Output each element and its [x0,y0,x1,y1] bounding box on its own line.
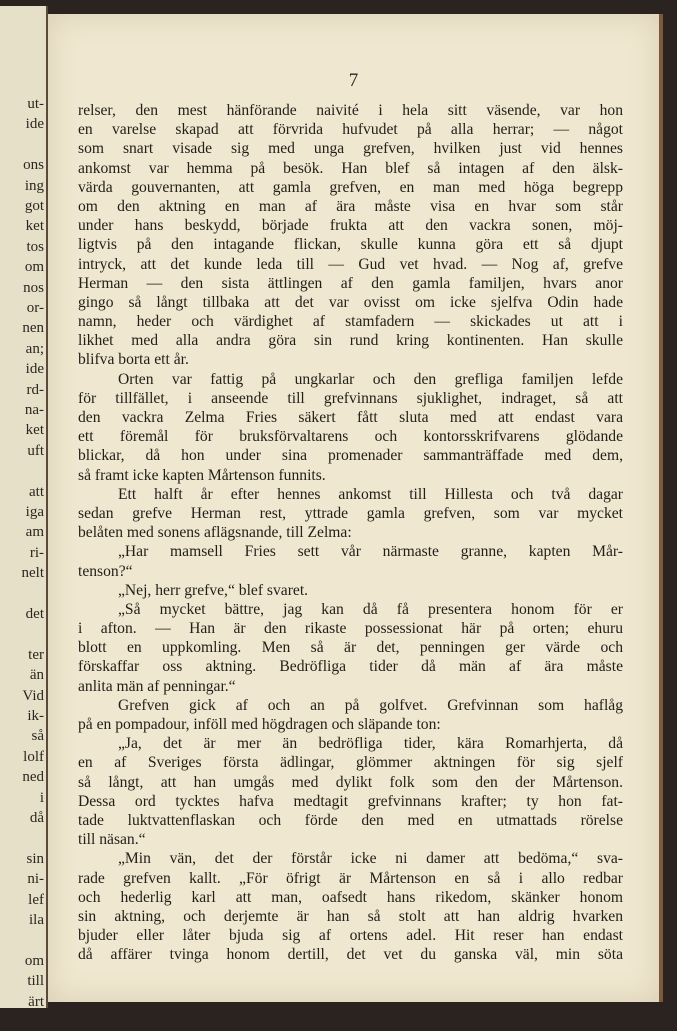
text-line: rade grefven kallt. „För öfrigt är Mårtenson en så i allo redbar [78,869,623,887]
left-page-fragment: så [31,728,44,745]
text-line: förskaffar oss aktning. Bedröfliga tider då män af ära måste [78,658,623,676]
book-page [48,14,663,1002]
left-page-fragment: om [24,259,44,276]
text-line: ligtvis på den intagande flickan, skulle kunna göra ett så djupt [78,236,623,254]
text-line: för tillfället, i anseende till grefvinnans sjuklighet, indraget, så att [78,389,623,407]
text-line: Herman — den sista ättlingen af den gamla familjen, hvars anor [78,274,623,292]
text-line: blifva borta ett år. [78,351,189,369]
text-line: bjuder eller låter bjuda sig af ortens adel. Hit reser han endast [78,927,623,945]
text-line: under hans beskydd, började frukta att den vackra sonen, möj- [78,217,623,235]
text-line: likhet med alla andra göra sin rund kring kontinenten. Han skulle [78,332,623,350]
text-line: så framt icke kapten Mårtenson funnits. [78,466,326,484]
left-page-fragment: na- [24,402,44,418]
left-page-fragment: ik- [27,708,44,724]
left-facing-page-edge [0,6,48,1030]
left-page-fragment: lef [28,891,44,908]
left-page-fragment: än [29,667,44,684]
text-line: belåten med sonens aflägsnande, till Zelma: [78,524,352,542]
left-page-fragment: tos [26,238,44,255]
left-page-fragment: ut- [27,96,44,112]
left-page-fragment: ni- [27,871,44,888]
text-line: gingo så långt tillbaka att det var ovisst om icke sjelfva Odin hade [78,293,623,311]
text-line: intryck, att det kunde leda till — Gud vet hvad. — Nog af, grefve [78,255,623,273]
text-line: „Har mamsell Fries sett vår närmaste granne, kapten Mår- [118,543,623,561]
left-page-fragment: att [29,483,44,500]
text-line: anlita män af penningar.“ [78,677,236,695]
text-line: „Nej, herr grefve,“ blef svaret. [118,581,309,599]
text-line: relser, den mest hänförande naivité i hela sitt väsende, var hon [78,102,623,119]
left-page-fragment: lolf [23,748,44,765]
left-page-fragment: nelt [21,565,44,582]
text-line: Grefven gick af och an på golfvet. Grefvinnan som haflåg [118,696,623,714]
left-page-fragment: ärt [28,993,44,1010]
body-text [78,101,623,964]
text-line: den vackra Zelma Fries säkert fått sluta med att endast vara [78,409,623,426]
text-line: en varelse skapad att förvrida hufvudet på alla herrar; — något [78,121,623,139]
text-line: sedan grefve Herman rest, yttrade gamla grefven, som var mycket [78,504,623,522]
left-page-fragment: an; [25,340,44,357]
text-line: „Så mycket bättre, jag kan då få presentera honom för er [118,600,623,618]
text-line: „Ja, det är mer än bedröfliga tider, kära Romarhjerta, då [118,735,623,753]
text-line: tade luktvattenflaskan och förde den med en utmattads rörelse [78,811,623,829]
left-page-fragment: ing [24,177,44,194]
text-line: Orten var fattig på ungkarlar och den grefliga familjen lefde [118,370,623,388]
left-page-fragment: ter [28,646,44,663]
left-page-fragment: då [29,810,44,826]
left-page-fragment: or- [26,300,44,316]
text-line: i afton. — Han är den rikaste possessionat här på orten; ehuru [78,620,623,638]
left-page-fragment: nen [22,320,44,337]
text-line: så långt, att han umgås med dylikt folk som den der Mårtenson. [78,773,623,791]
left-page-fragment: ons [23,157,44,174]
left-page-fragment: ri- [29,544,44,561]
left-page-fragment: om [24,952,44,969]
text-line: Ett halft år efter hennes ankomst till Hillesta och två dagar [118,485,623,503]
page-number: 7 [348,70,359,91]
left-page-fragment: ket [25,218,44,235]
left-page-fragment: ö- [31,1014,44,1030]
left-page-fragment: i [39,789,44,806]
left-page-fragment: iga [25,504,44,520]
text-line: tenson?“ [78,562,133,580]
text-line: sin aktning, och derjemte är han så stolt att han aldrig hvarken [78,907,623,925]
left-page-fragment: got [24,198,44,214]
left-page-fragment: ila [29,912,44,928]
left-page-fragment: nos [23,279,44,296]
text-line: till näsan.“ [78,831,146,849]
text-line: om den aktning en man af ära måste visa en hvar som står [78,197,623,215]
left-page-fragment: sin [26,850,44,867]
left-page-fragment: det [25,606,44,622]
text-line: „Min vän, det der förstår icke ni damer att bedöma,“ sva- [118,850,623,868]
left-page-fragment: till [27,973,44,990]
left-page-fragment: ket [25,422,44,439]
text-line: värda gouvernanten, att gamla grefven, en man med höga begrepp [78,178,623,196]
left-page-fragment: am [25,524,44,541]
text-line: namn, heder och värdighet af stamfadern — skickades ut att i [78,313,623,331]
text-line: Dessa ord tycktes hafva medtagit grefvinnans krafter; ty hon fat- [78,792,623,810]
text-line: blickar, då hon under sina promenader sammanträffade med dem, [78,447,623,465]
text-line: då affärer tvinga honom dertill, det vet du ganska väl, min söta [78,946,623,964]
left-page-fragment: uft [27,442,44,459]
text-line: ett föremål för bruksförvaltarens och kontorsskrifvarens glödande [78,428,623,446]
text-line: blott en uppkomling. Men så är det, penningen ger värde och [78,639,623,657]
left-page-fragment: ide [25,361,44,378]
left-page-fragment: ned [22,769,44,786]
text-line: och hederlig karl att man, oafsedt hans rikedom, skänker honom [78,888,623,906]
left-page-fragment: rd- [26,381,44,398]
text-line: som snart visade sig med unga grefven, hvilken just vid hennes [78,140,623,158]
text-line: ankomst var hemma på besök. Han blef så intagen af den älsk- [78,159,623,177]
left-page-fragment: Vid [22,687,44,704]
text-line: på en pompadour, inföll med högdragen och släpande ton: [78,716,441,733]
text-line: en af Sveriges första ädlingar, glömmer aktningen för sig sjelf [78,754,623,772]
left-page-fragment: ide [25,116,44,133]
